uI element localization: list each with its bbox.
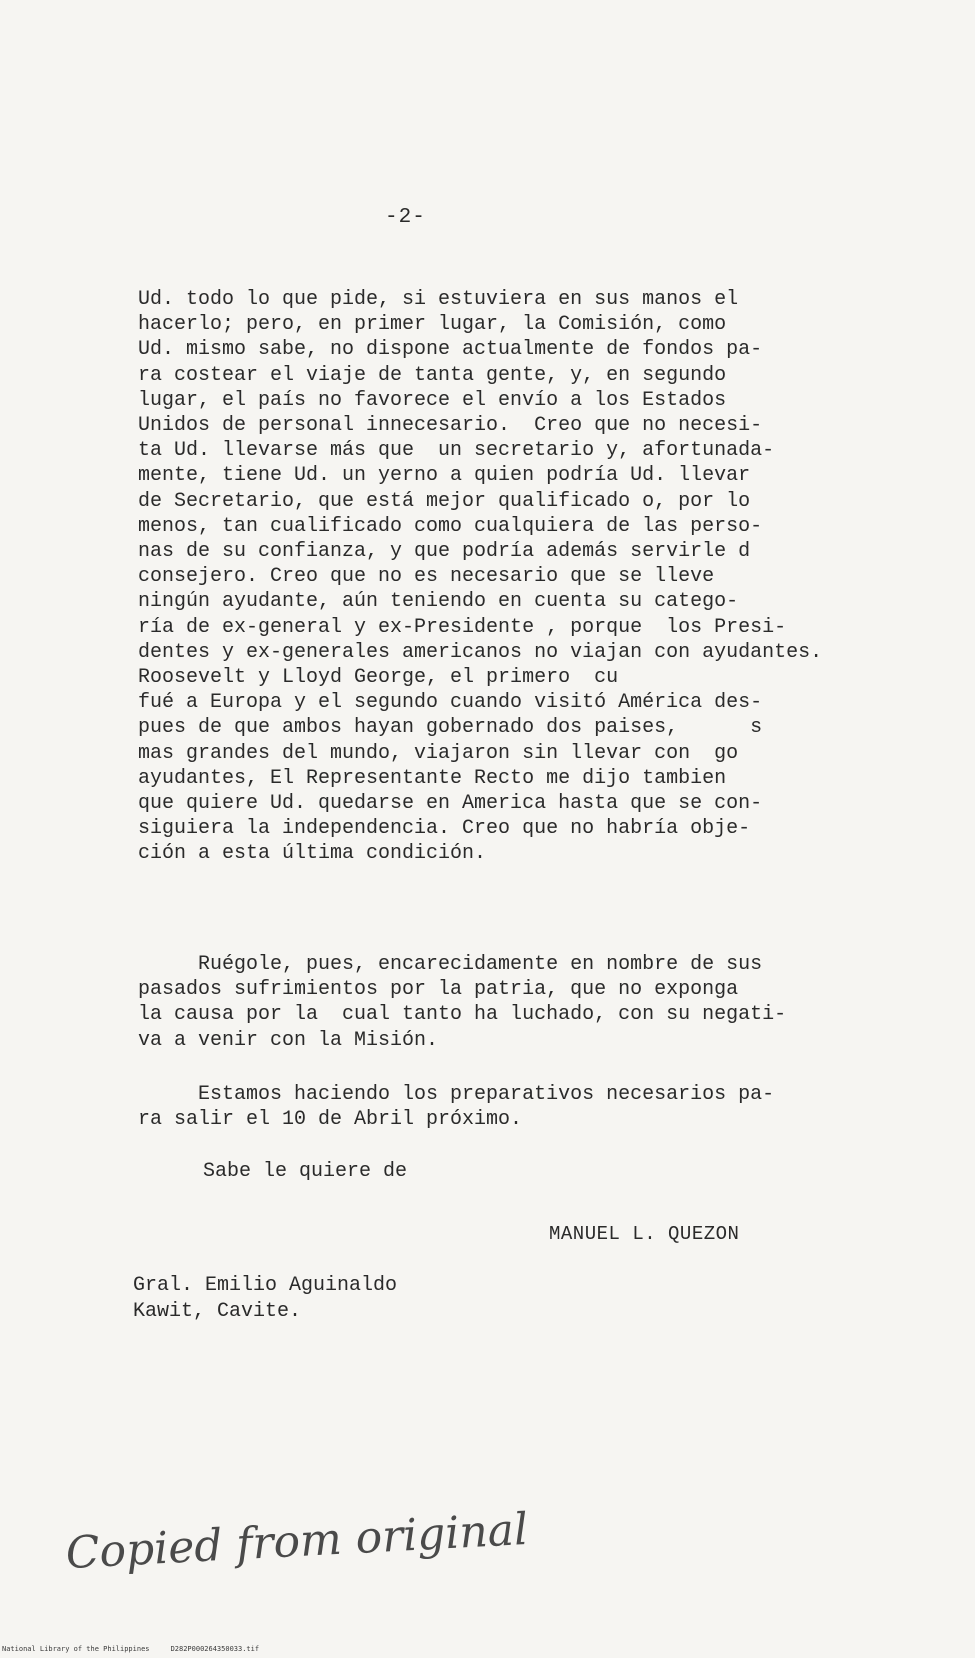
text-line: Ud. mismo sabe, no dispone actualmente de fondos pa- <box>138 338 763 362</box>
text-line: siguiera la independencia. Creo que no habría obje- <box>138 817 751 841</box>
text-line: Ud. todo lo que pide, si estuviera en sus manos el <box>138 288 739 311</box>
addressee-location: Kawit, Cavite. <box>133 1300 302 1323</box>
page-number: -2- <box>385 206 426 229</box>
text-line: Roosevelt y Lloyd George, el primero cu <box>138 666 619 690</box>
addressee-block <box>133 1273 397 1325</box>
text-line: ción a esta última condición. <box>138 842 487 866</box>
text-line: ayudantes, El Representante Recto me dijo tambien <box>138 766 727 790</box>
text-line: dentes y ex-generales americanos no viajan con ayudantes. <box>138 640 823 664</box>
handwritten-note-text: Copied from original <box>64 1503 530 1580</box>
text-line: Estamos haciendo los preparativos necesarios pa- <box>138 1083 775 1106</box>
text-line: nas de su confianza, y que podría además servirle d <box>138 540 751 564</box>
handwritten-note <box>60 1500 530 1590</box>
text-line: va a venir con la Misión. <box>138 1028 439 1052</box>
signature-name: MANUEL L. QUEZON <box>549 1223 740 1245</box>
text-line: menos, tan cualificado como cualquiera de las perso- <box>138 514 763 538</box>
paragraph-1 <box>138 287 888 867</box>
text-line: lugar, el país no favorece el envío a los Estados <box>138 388 727 412</box>
archive-footer: National Library of the Philippines D282P000264350033.tif <box>2 1645 260 1653</box>
text-line: mente, tiene Ud. un yerno a quien podría Ud. llevar <box>138 464 751 488</box>
paragraph-2 <box>138 952 888 1053</box>
text-line: ra salir el 10 de Abril próximo. <box>138 1108 523 1132</box>
text-line: pues de que ambos hayan gobernado dos paises, s <box>138 716 763 740</box>
text-line: ría de ex-general y ex-Presidente , porque los Presi- <box>138 615 787 639</box>
text-line: pasados sufrimientos por la patria, que no exponga <box>138 978 739 1002</box>
paragraph-3 <box>138 1082 888 1132</box>
text-line: consejero. Creo que no es necesario que se lleve <box>138 565 715 589</box>
text-line: de Secretario, que está mejor qualificado o, por lo <box>138 489 751 513</box>
text-line: ta Ud. llevarse más que un secretario y, afortunada- <box>138 439 775 463</box>
text-line: ningún ayudante, aún teniendo en cuenta su catego- <box>138 590 739 614</box>
text-line: la causa por la cual tanto ha luchado, con su negati- <box>138 1003 787 1027</box>
text-line: fué a Europa y el segundo cuando visitó América des- <box>138 691 763 715</box>
text-line: Unidos de personal innecesario. Creo que no necesi- <box>138 414 763 438</box>
text-line: ra costear el viaje de tanta gente, y, en segundo <box>138 363 727 387</box>
addressee-name: Gral. Emilio Aguinaldo <box>133 1274 398 1297</box>
closing-line: Sabe le quiere de <box>203 1160 408 1183</box>
text-line: hacerlo; pero, en primer lugar, la Comisión, como <box>138 313 727 337</box>
text-line: mas grandes del mundo, viajaron sin llevar con go <box>138 741 739 765</box>
text-line: que quiere Ud. quedarse en America hasta que se con- <box>138 792 763 816</box>
text-line: Ruégole, pues, encarecidamente en nombre de sus <box>138 953 763 976</box>
